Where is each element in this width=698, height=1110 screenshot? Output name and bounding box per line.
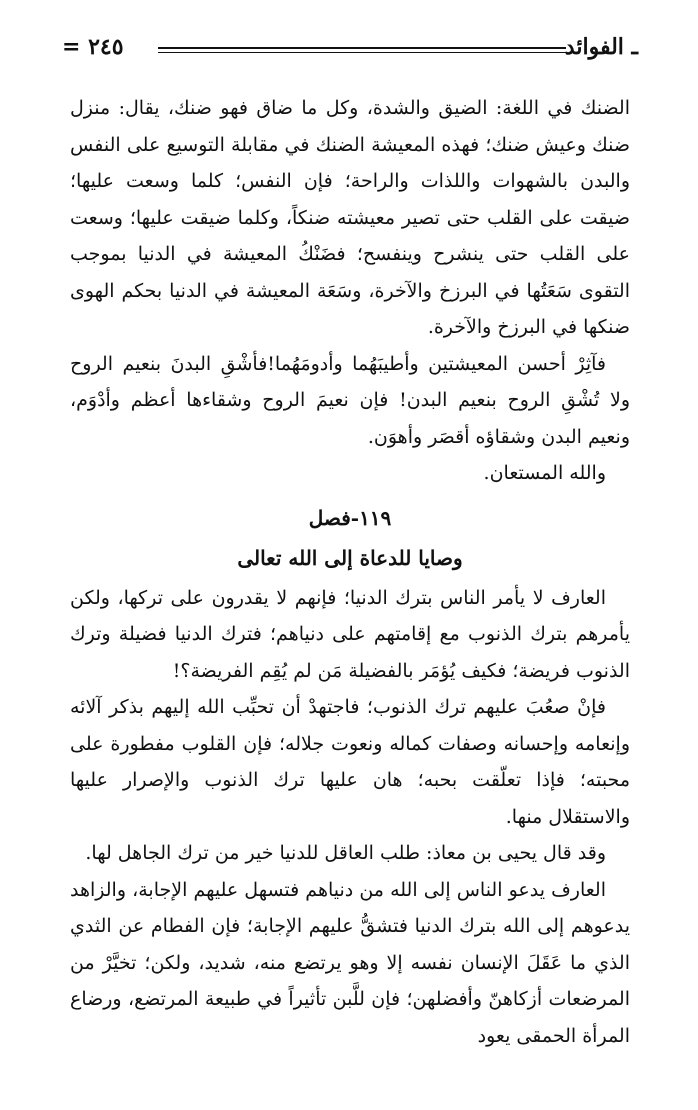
page-body <box>70 90 630 1054</box>
page-number: = ٢٤٥ <box>62 34 124 60</box>
section-title: ١١٩-فصل <box>308 505 392 530</box>
paragraph-advice: فآثِرْ أحسن المعيشتين وأطيبَهُما وأدومَهُما!فأشْقِ البدنَ بنعيم الروح ولا تُشْقِ الروح بنعيم البدن! فإن نعيمَ الروح وشقاءها أعظم وأدْوَم، ونعيم البدن وشقاؤه أقصَر وأهوَن. <box>70 352 630 448</box>
paragraph-quote: وقد قال يحيى بن معاذ: طلب العاقل للدنيا خير من ترك الجاهل لها. <box>85 842 606 864</box>
paragraph-zahid: العارف يدعو الناس إلى الله من دنياهم فتسهل عليهم الإجابة، والزاهد يدعوهم إلى الله بترك الدنيا فتشقُّ عليهم الإجابة؛ فإن الفطام عن الثدي الذي ما عَقَلَ الإنسان نفسه إلا وهو يرتضع منه، شديد، ولكن؛ تخيَّرْ من المرضعات أزكاهنّ وأفضلهن؛ فإن للَّبن تأثيراً في طبيعة المرتضع، ورضاع المرأة الحمقى يعود <box>70 878 630 1047</box>
header-rule <box>158 47 566 53</box>
paragraph-closing: والله المستعان. <box>483 462 606 484</box>
paragraph-definition: الضنك في اللغة: الضيق والشدة، وكل ما ضاق فهو ضنك، يقال: منزل ضنك وعيش ضنك؛ فهذه المعيشة الضنك في مقابلة التوسيع على النفس والبدن بالشهوات واللذات والراحة؛ فإن النفس؛ كلما وسعت عليها؛ ضيقت على القلب حتى تصير معيشته ضنكاً، وكلما ضيقت عليها؛ وسعت على القلب حتى ينشرح وينفسح؛ فضَنْكُ المعيشة في الدنيا بموجب التقوى سَعَتُها في البرزخ والآخرة، وسَعَة المعيشة في الدنيا بحكم الهوى ضنكها في البرزخ والآخرة. <box>70 97 630 338</box>
paragraph-arif: العارف لا يأمر الناس بترك الدنيا؛ فإنهم لا يقدرون على تركها، ولكن يأمرهم بترك الذنوب مع إقامتهم على دنياهم؛ فترك الدنيا فضيلة وترك الذنوب فريضة؛ فكيف يُؤمَر بالفضيلة مَن لم يُقِم الفريضة؟! <box>70 586 630 682</box>
paragraph-love: فإنْ صعُبَ عليهم ترك الذنوب؛ فاجتهدْ أن تحبِّب الله إليهم بذكر آلائه وإنعامه وإحسانه وصفات كماله ونعوت جلاله؛ فإن القلوب مفطورة على محبته؛ فإذا تعلّقت بحبه؛ هان عليها ترك الذنوب والإصرار عليها والاستقلال منها. <box>70 696 630 828</box>
book-title: ـ الفوائد <box>564 34 638 60</box>
section-subtitle: وصايا للدعاة إلى الله تعالى <box>237 545 463 570</box>
running-header <box>62 30 638 70</box>
